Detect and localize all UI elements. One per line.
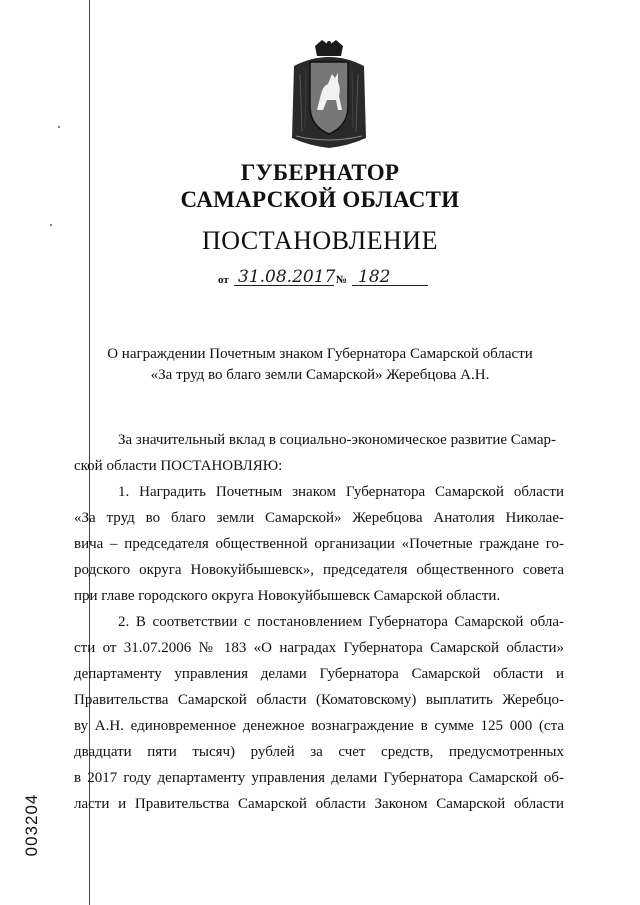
issuer-title-line1: ГУБЕРНАТОР [240, 160, 400, 185]
preamble-line: За значительный вклад в социально-экономическое развитие Самар- [118, 432, 556, 448]
paragraph-line: в 2017 году департаменту управления делами Губернатора Самарской об- [74, 770, 564, 786]
paragraph-line: Правительства Самарской области (Коматовскому) выплатить Жеребцо- [74, 692, 564, 708]
paragraph-line: двадцати пяти тысяч) рублей за счет средств, предусмотренных [74, 744, 564, 760]
paragraph-line: 2. В соответствии с постановлением Губернатора Самарской обла- [118, 614, 564, 630]
scan-speck [58, 126, 60, 128]
coat-of-arms-emblem [288, 40, 370, 148]
issuer-title-line2: САМАРСКОЙ ОБЛАСТИ [180, 187, 460, 212]
document-type-title: ПОСТАНОВЛЕНИЕ [202, 226, 438, 255]
paragraph-line: родского округа Новокуйбышевск», председателя общественного совета [74, 562, 564, 578]
paragraph-line: департаменту управления делами Губернатора Самарской области и [74, 666, 564, 682]
subject-line: О награждении Почетным знаком Губернатора Самарской области [107, 346, 533, 362]
handwritten-number: 182 [358, 267, 391, 287]
date-number-line [218, 268, 433, 290]
preamble-line: ской области ПОСТАНОВЛЯЮ: [74, 458, 283, 474]
paragraph-line: вича – председателя общественной организации «Почетные граждане го- [74, 536, 564, 552]
paragraph-line: при главе городского округа Новокуйбышевск Самарской области. [74, 588, 501, 604]
paragraph-line: «За труд во благо земли Самарской» Жеребцова Анатолия Николае- [74, 510, 564, 526]
from-label: от [218, 274, 229, 286]
side-stamp-text: 003204 [22, 793, 41, 857]
handwritten-date: 31.08.2017 [238, 267, 336, 287]
side-stamp-number [22, 780, 42, 870]
paragraph-line: 1. Наградить Почетным знаком Губернатора Самарской области [118, 484, 564, 500]
paragraph-line: ласти и Правительства Самарской области Законом Самарской области [74, 796, 564, 812]
subject-line: «За труд во благо земли Самарской» Жеребцова А.Н. [150, 367, 490, 383]
paragraph-line: ву А.Н. единовременное денежное вознаграждение в сумме 125 000 (ста [74, 718, 564, 734]
number-label: № [336, 274, 348, 286]
paragraph-line: сти от 31.07.2006 № 183 «О наградах Губернатора Самарской области» [74, 640, 564, 656]
